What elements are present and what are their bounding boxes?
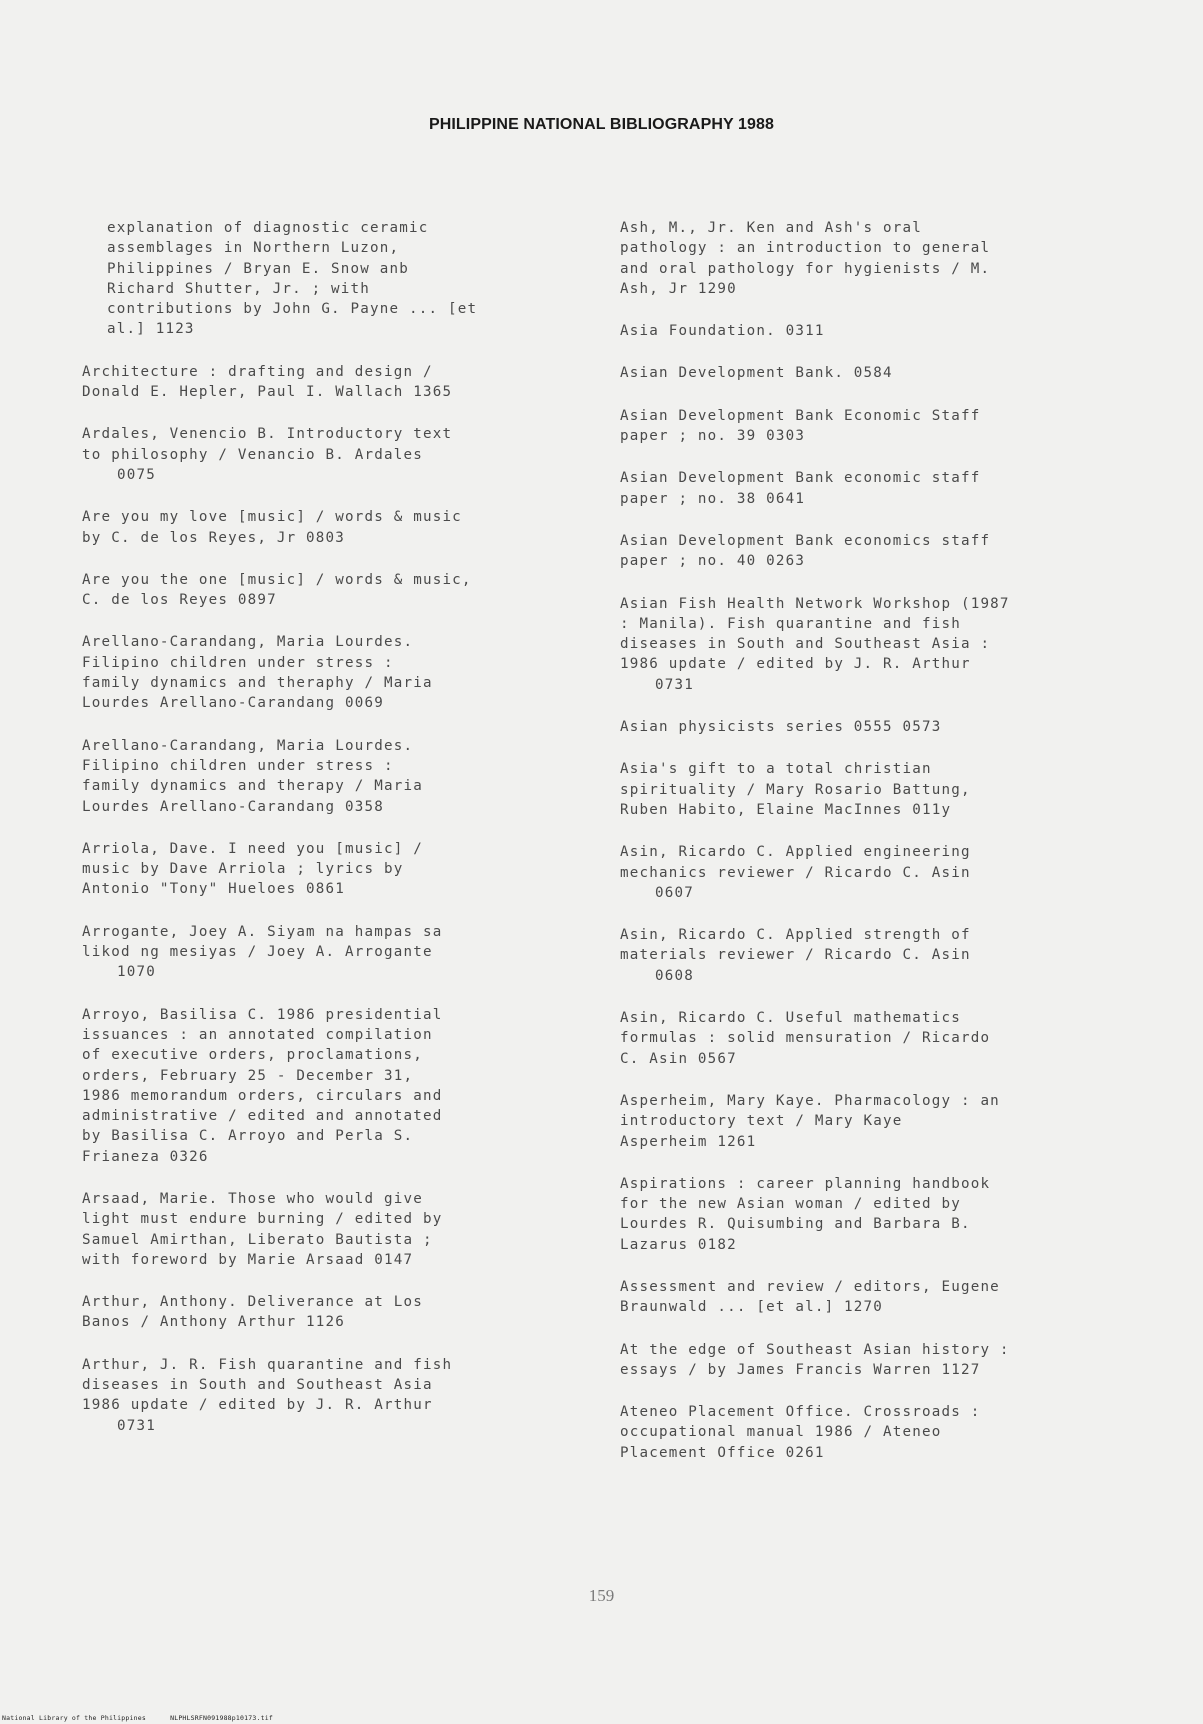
- entry-line: Asian Development Bank economics staff: [620, 532, 991, 549]
- entry-line: to philosophy / Venancio B. Ardales: [82, 446, 423, 463]
- entry-line: Lazarus 0182: [620, 1236, 737, 1253]
- entry-line: 0608: [655, 967, 694, 984]
- entry-line: Arroyo, Basilisa C. 1986 presidential: [82, 1006, 443, 1023]
- entry-line: Philippines / Bryan E. Snow anb: [107, 260, 409, 277]
- entry-line: assemblages in Northern Luzon,: [107, 240, 400, 257]
- page-number: 159: [588, 1586, 615, 1605]
- entry-line: paper ; no. 39 0303: [620, 428, 806, 445]
- entry-line: Asia Foundation. 0311: [620, 323, 825, 340]
- entry-line: 0731: [655, 676, 694, 693]
- bibliography-entry: [620, 468, 1120, 509]
- page-title: PHILIPPINE NATIONAL BIBLIOGRAPHY 1988: [428, 116, 775, 133]
- entry-line: Asian Development Bank. 0584: [620, 365, 893, 382]
- bibliography-entry: [620, 842, 1120, 903]
- bibliography-entry: [82, 1355, 582, 1436]
- entry-line: Braunwald ... [et al.] 1270: [620, 1299, 884, 1316]
- bibliography-entry: [620, 1174, 1120, 1255]
- bibliography-entry: [620, 1091, 1120, 1152]
- entry-line: Are you the one [music] / words & music,: [82, 571, 472, 588]
- entry-line: spirituality / Mary Rosario Battung,: [620, 781, 971, 798]
- entry-line: administrative / edited and annotated: [82, 1108, 443, 1125]
- entry-line: 1986 update / edited by J. R. Arthur: [620, 656, 971, 673]
- entry-line: for the new Asian woman / edited by: [620, 1196, 961, 1213]
- entry-line: 0075: [117, 466, 156, 483]
- bibliography-entry: [620, 363, 1120, 383]
- entry-line: Ash, M., Jr. Ken and Ash's oral: [620, 220, 922, 236]
- entry-line: 0607: [655, 884, 694, 901]
- entry-line: Asia's gift to a total christian: [620, 761, 932, 778]
- entry-line: Lourdes R. Quisumbing and Barbara B.: [620, 1216, 971, 1233]
- entry-line: Arellano-Carandang, Maria Lourdes.: [82, 634, 414, 651]
- entry-line: Lourdes Arellano-Carandang 0358: [82, 798, 384, 815]
- entry-line: family dynamics and theraphy / Maria: [82, 675, 433, 692]
- entry-line: pathology : an introduction to general: [620, 240, 991, 257]
- entry-line: Ateneo Placement Office. Crossroads :: [620, 1404, 981, 1421]
- footer-library: National Library of the Philippines: [2, 1714, 146, 1722]
- entry-line: Asin, Ricardo C. Applied strength of: [620, 927, 971, 944]
- entry-line: issuances : an annotated compilation: [82, 1026, 433, 1043]
- entry-line: Assessment and review / editors, Eugene: [620, 1278, 1000, 1295]
- entry-line: Arrogante, Joey A. Siyam na hampas sa: [82, 923, 443, 940]
- entry-line: Lourdes Arellano-Carandang 0069: [82, 695, 384, 712]
- entry-line: Are you my love [music] / words & music: [82, 509, 462, 526]
- entry-line: Asian Fish Health Network Workshop (1987: [620, 595, 1010, 612]
- entry-line: Ruben Habito, Elaine MacInnes 011y: [620, 801, 952, 818]
- entry-line: Asian Development Bank Economic Staff: [620, 407, 981, 424]
- entry-line: materials reviewer / Ricardo C. Asin: [620, 947, 971, 964]
- entry-line: essays / by James Francis Warren 1127: [620, 1361, 981, 1378]
- entry-line: diseases in South and Southeast Asia :: [620, 636, 991, 653]
- bibliography-entry: [620, 717, 1120, 737]
- bibliography-entry: [82, 736, 582, 817]
- entry-line: At the edge of Southeast Asian history :: [620, 1341, 1010, 1358]
- entry-line: 1986 memorandum orders, circulars and: [82, 1087, 443, 1104]
- entry-line: explanation of diagnostic ceramic: [107, 220, 429, 236]
- entry-line: contributions by John G. Payne ... [et: [107, 301, 478, 318]
- entry-line: introductory text / Mary Kaye: [620, 1113, 903, 1130]
- entry-line: Donald E. Hepler, Paul I. Wallach 1365: [82, 384, 453, 401]
- bibliography-entry: [620, 594, 1120, 695]
- entry-line: Banos / Anthony Arthur 1126: [82, 1314, 346, 1331]
- entry-line: by Basilisa C. Arroyo and Perla S.: [82, 1128, 414, 1145]
- entry-line: Asperheim 1261: [620, 1133, 757, 1150]
- bibliography-entry: [82, 507, 582, 548]
- entry-line: occupational manual 1986 / Ateneo: [620, 1424, 942, 1441]
- bibliography-entry: [620, 1008, 1120, 1069]
- entry-line: of executive orders, proclamations,: [82, 1047, 423, 1064]
- entry-line: paper ; no. 38 0641: [620, 490, 806, 507]
- entry-line: Asperheim, Mary Kaye. Pharmacology : an: [620, 1092, 1000, 1109]
- entry-line: Richard Shutter, Jr. ; with: [107, 280, 371, 297]
- bibliography-entry: [82, 362, 582, 403]
- footer-file: NLPHLSRFN091988p10173.tif: [170, 1714, 273, 1722]
- bibliography-entry: [82, 839, 582, 900]
- entry-line: light must endure burning / edited by: [82, 1211, 443, 1228]
- entry-line: family dynamics and therapy / Maria: [82, 778, 423, 795]
- entry-line: 0731: [117, 1417, 156, 1434]
- entry-line: orders, February 25 - December 31,: [82, 1067, 414, 1084]
- entry-line: Asian physicists series 0555 0573: [620, 719, 942, 736]
- bibliography-entry: [82, 424, 582, 485]
- bibliography-entry: [82, 1292, 582, 1333]
- entry-line: Arthur, J. R. Fish quarantine and fish: [82, 1356, 453, 1373]
- entry-line: C. de los Reyes 0897: [82, 592, 277, 609]
- entry-line: Arthur, Anthony. Deliverance at Los: [82, 1294, 423, 1311]
- bibliography-entry: [620, 759, 1120, 820]
- entry-line: Antonio "Tony" Hueloes 0861: [82, 881, 346, 898]
- entry-line: Arriola, Dave. I need you [music] /: [82, 840, 423, 857]
- entry-line: Arsaad, Marie. Those who would give: [82, 1190, 423, 1207]
- bibliography-entry: [82, 632, 582, 713]
- left-column: [82, 218, 582, 1458]
- entry-line: Samuel Amirthan, Liberato Bautista ;: [82, 1231, 433, 1248]
- bibliography-entry: [620, 406, 1120, 447]
- entry-line: Asin, Ricardo C. Useful mathematics: [620, 1010, 961, 1027]
- entry-line: likod ng mesiyas / Joey A. Arrogante: [82, 944, 433, 961]
- bibliography-entry: [82, 218, 582, 340]
- bibliography-entry: [620, 218, 1120, 299]
- scan-footer: [2, 1714, 273, 1722]
- entry-line: by C. de los Reyes, Jr 0803: [82, 529, 346, 546]
- entry-line: Placement Office 0261: [620, 1444, 825, 1461]
- right-column: [620, 218, 1120, 1485]
- bibliography-entry: [82, 922, 582, 983]
- entry-line: Aspirations : career planning handbook: [620, 1175, 991, 1192]
- entry-line: Filipino children under stress :: [82, 757, 394, 774]
- bibliography-entry: [620, 1340, 1120, 1381]
- bibliography-entry: [620, 1402, 1120, 1463]
- entry-line: Asin, Ricardo C. Applied engineering: [620, 844, 971, 861]
- bibliography-entry: [620, 321, 1120, 341]
- entry-line: diseases in South and Southeast Asia: [82, 1377, 433, 1394]
- entry-line: : Manila). Fish quarantine and fish: [620, 615, 961, 632]
- entry-line: al.] 1123: [107, 321, 195, 338]
- entry-line: Asian Development Bank economic staff: [620, 470, 981, 487]
- entry-line: music by Dave Arriola ; lyrics by: [82, 861, 404, 878]
- entry-line: Ash, Jr 1290: [620, 280, 737, 297]
- entry-line: Architecture : drafting and design /: [82, 363, 433, 380]
- bibliography-entry: [620, 925, 1120, 986]
- entry-line: paper ; no. 40 0263: [620, 553, 806, 570]
- entry-line: formulas : solid mensuration / Ricardo: [620, 1030, 991, 1047]
- entry-line: 1070: [117, 964, 156, 981]
- entry-line: and oral pathology for hygienists / M.: [620, 260, 991, 277]
- entry-line: Ardales, Venencio B. Introductory text: [82, 426, 453, 443]
- entry-line: Filipino children under stress :: [82, 654, 394, 671]
- entry-line: Arellano-Carandang, Maria Lourdes.: [82, 737, 414, 754]
- bibliography-entry: [620, 1277, 1120, 1318]
- bibliography-entry: [620, 531, 1120, 572]
- entry-line: C. Asin 0567: [620, 1050, 737, 1067]
- entry-line: mechanics reviewer / Ricardo C. Asin: [620, 864, 971, 881]
- entry-line: 1986 update / edited by J. R. Arthur: [82, 1397, 433, 1414]
- bibliography-entry: [82, 1005, 582, 1167]
- entry-line: with foreword by Marie Arsaad 0147: [82, 1251, 414, 1268]
- entry-line: Frianeza 0326: [82, 1148, 209, 1165]
- bibliography-entry: [82, 1189, 582, 1270]
- bibliography-entry: [82, 570, 582, 611]
